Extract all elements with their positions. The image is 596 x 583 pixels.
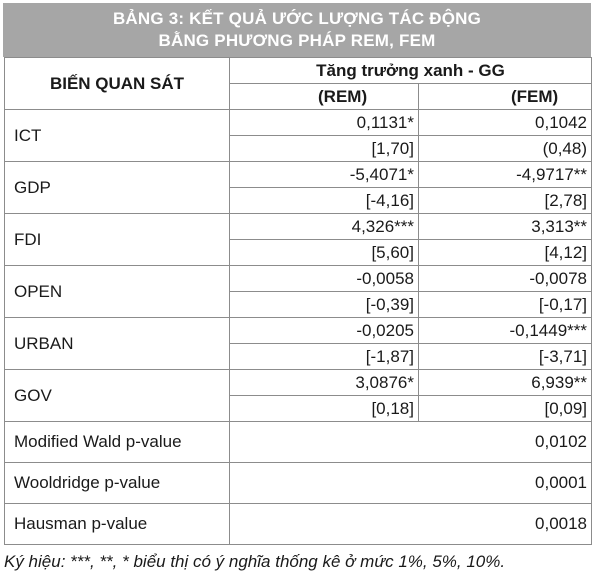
table-row <box>5 370 592 396</box>
test-statistic-label: Wooldridge p-value <box>5 463 230 504</box>
rem-column-header: (REM) <box>230 84 419 110</box>
fem-coefficient: 3,313** <box>419 214 592 240</box>
variable-name: URBAN <box>5 318 230 370</box>
rem-statistic: [-0,39] <box>230 292 419 318</box>
rem-coefficient: -5,4071* <box>230 162 419 188</box>
table-row <box>5 266 592 292</box>
rem-statistic: [1,70] <box>230 136 419 162</box>
dependent-variable-header: Tăng trưởng xanh - GG <box>230 58 592 84</box>
test-statistic-row <box>5 422 592 463</box>
fem-coefficient: 0,1042 <box>419 110 592 136</box>
fem-coefficient: 6,939** <box>419 370 592 396</box>
table-row <box>5 110 592 136</box>
table-row <box>5 162 592 188</box>
variable-column-header: BIẾN QUAN SÁT <box>5 58 230 110</box>
test-statistic-label: Hausman p-value <box>5 504 230 545</box>
rem-statistic: [-1,87] <box>230 344 419 370</box>
variable-name: OPEN <box>5 266 230 318</box>
variable-name: GOV <box>5 370 230 422</box>
rem-coefficient: 3,0876* <box>230 370 419 396</box>
variable-name: ICT <box>5 110 230 162</box>
table-row <box>5 214 592 240</box>
fem-statistic: [4,12] <box>419 240 592 266</box>
fem-column-header: (FEM) <box>419 84 592 110</box>
test-statistic-value: 0,0102 <box>230 422 592 463</box>
rem-coefficient: -0,0058 <box>230 266 419 292</box>
fem-statistic: [-0,17] <box>419 292 592 318</box>
variable-name: GDP <box>5 162 230 214</box>
test-statistic-row <box>5 463 592 504</box>
fem-statistic: [-3,71] <box>419 344 592 370</box>
header-row <box>5 58 592 84</box>
rem-coefficient: 0,1131* <box>230 110 419 136</box>
rem-coefficient: -0,0205 <box>230 318 419 344</box>
test-statistic-value: 0,0018 <box>230 504 592 545</box>
significance-footnote: Ký hiệu: ***, **, * biểu thị có ý nghĩa thống kê ở mức 1%, 5%, 10%. <box>4 552 506 571</box>
results-table <box>4 57 592 545</box>
test-statistic-row <box>5 504 592 545</box>
fem-coefficient: -0,0078 <box>419 266 592 292</box>
fem-statistic: [2,78] <box>419 188 592 214</box>
fem-statistic: (0,48) <box>419 136 592 162</box>
table-row <box>5 318 592 344</box>
test-statistic-label: Modified Wald p-value <box>5 422 230 463</box>
test-statistic-value: 0,0001 <box>230 463 592 504</box>
table-title-line-2: BẰNG PHƯƠNG PHÁP REM, FEM <box>158 31 436 50</box>
rem-statistic: [5,60] <box>230 240 419 266</box>
rem-statistic: [-4,16] <box>230 188 419 214</box>
rem-coefficient: 4,326*** <box>230 214 419 240</box>
variable-name: FDI <box>5 214 230 266</box>
fem-coefficient: -4,9717** <box>419 162 592 188</box>
fem-statistic: [0,09] <box>419 396 592 422</box>
table-title-line-1: BẢNG 3: KẾT QUẢ ƯỚC LƯỢNG TÁC ĐỘNG <box>112 9 482 28</box>
fem-coefficient: -0,1449*** <box>419 318 592 344</box>
rem-statistic: [0,18] <box>230 396 419 422</box>
table-title <box>3 3 591 57</box>
